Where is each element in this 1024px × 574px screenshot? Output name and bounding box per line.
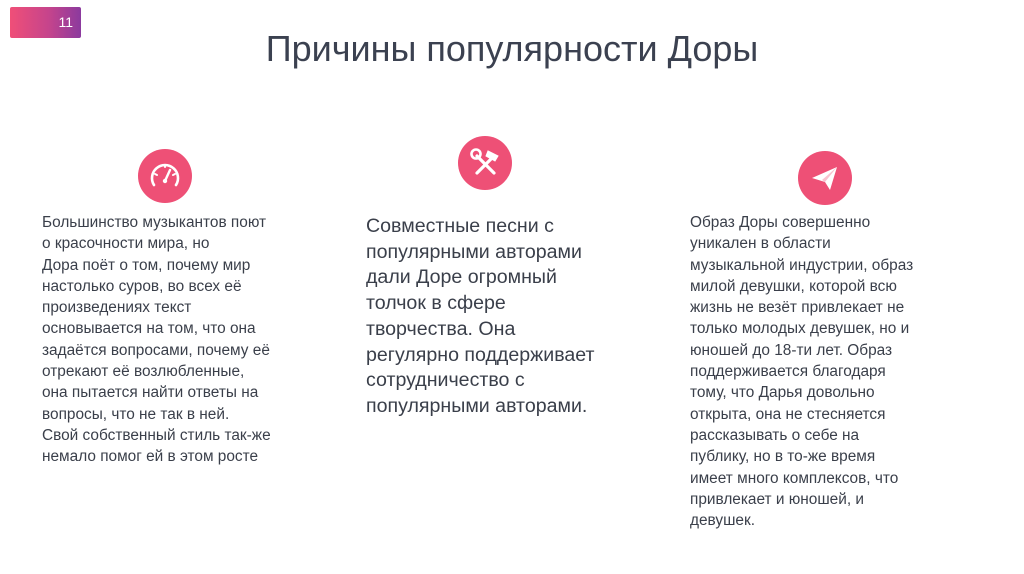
text-line: юношей до 18-ти лет. Образ [690,341,893,359]
column-text-3 [690,212,990,531]
text-line: девушек. [690,512,755,530]
text-line: настолько суров, во всех её [42,277,242,295]
text-line: основывается на том, что она [42,320,256,338]
text-line: задаётся вопросами, почему её [42,341,270,359]
text-line: о красочности мира, но [42,235,210,253]
slide-number: 11 [58,14,73,30]
text-line: она пытается найти ответы на [42,384,259,402]
text-line: тому, что Дарья довольно [690,384,875,402]
text-line: Дора поёт о том, почему мир [42,256,251,274]
text-line: регулярно поддерживает [366,343,595,366]
text-line: дали Доре огромный [366,266,557,289]
hammer-wrench-icon [458,136,512,190]
text-line: Совместные песни с [366,215,554,237]
column-text-2 [366,214,646,420]
text-line: творчества. Она [366,317,516,340]
paper-plane-icon [798,151,852,205]
column-text-1 [42,212,327,468]
text-line: уникален в области [690,235,831,253]
text-line: музыкальной индустрии, образ [690,256,914,274]
text-line: Свой собственный стиль так-же [42,426,271,444]
text-line: имеет много комплексов, что [690,469,899,487]
text-line: поддерживается благодаря [690,363,886,381]
text-line: сотрудничество с [366,369,525,392]
text-line: рассказывать о себе на [690,426,860,444]
text-line: жизнь не везёт привлекает не [690,299,905,317]
text-line: публику, но в то-же время [690,448,876,466]
text-line: Образ Доры совершенно [690,214,871,231]
text-line: только молодых девушек, но и [690,320,910,338]
slide-title: Причины популярности Доры [265,28,759,69]
text-line: толчок в сфере [366,292,506,315]
text-line: популярными авторами. [366,394,588,417]
text-line: отрекают её возлюбленные, [42,363,245,381]
text-line: привлекает и юношей, и [690,490,864,508]
text-line: Большинство музыкантов поют [42,214,267,231]
text-line: немало помог ей в этом росте [42,448,259,466]
text-line: открыта, она не стесняется [690,405,886,423]
speedometer-icon [138,149,192,203]
text-line: произведениях текст [42,299,192,317]
text-line: милой девушки, которой всю [690,277,897,295]
text-line: популярными авторами [366,240,582,263]
text-line: вопросы, что не так в ней. [42,405,230,423]
